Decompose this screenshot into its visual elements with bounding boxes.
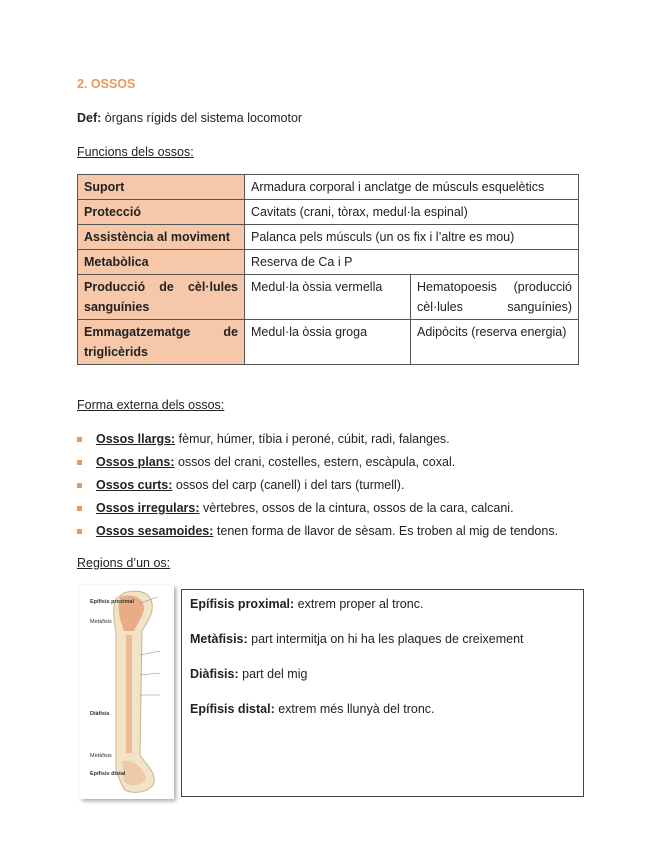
bullet-icon <box>77 437 82 442</box>
table-row <box>78 275 579 320</box>
list-item <box>77 477 597 500</box>
region-entry <box>190 596 575 612</box>
region-term: Diàfisis: <box>190 667 239 681</box>
function-key: Suport <box>78 175 245 200</box>
bullet-icon <box>77 506 82 511</box>
bone-type-desc: ossos del crani, costelles, estern, escàpula, coxal. <box>174 455 456 469</box>
region-entry <box>190 666 575 682</box>
table-row <box>78 320 579 365</box>
function-key: Producció de cèl·lules sanguínies <box>78 275 245 320</box>
region-desc: extrem més llunyà del tronc. <box>274 702 435 716</box>
function-key: Emmagatzematge de triglicèrids <box>78 320 245 365</box>
function-value: Palanca pels músculs (un os fix i l’altre es mou) <box>245 225 579 250</box>
functions-table <box>77 174 579 365</box>
function-value: Cavitats (crani, tòrax, medul·la espinal) <box>245 200 579 225</box>
bone-type-desc: fèmur, húmer, tíbia i peroné, cúbit, radi, falanges. <box>175 432 450 446</box>
regions-box <box>181 589 584 797</box>
list-item <box>77 454 597 477</box>
definition <box>77 111 302 125</box>
function-detail: Adipòcits (reserva energia) <box>411 320 579 365</box>
region-desc: part del mig <box>238 667 308 681</box>
function-key: Assistència al moviment <box>78 225 245 250</box>
function-value: Medul·la òssia vermella <box>245 275 411 320</box>
figure-label: Diàfisis <box>90 711 110 717</box>
bone-type-term: Ossos plans: <box>96 455 175 469</box>
table-row <box>78 175 579 200</box>
region-desc: part intermitja on hi ha les plaques de creixement <box>247 632 524 646</box>
table-row <box>78 225 579 250</box>
table-row <box>78 250 579 275</box>
bone-type-term: Ossos llargs: <box>96 432 176 446</box>
table-row <box>78 200 579 225</box>
regions-title: Regions d’un os: <box>77 556 171 570</box>
bone-type-term: Ossos curts: <box>96 478 173 492</box>
figure-label: Epífisis distal <box>90 771 126 777</box>
list-item <box>77 431 597 454</box>
list-item <box>77 500 597 523</box>
function-key: Metabòlica <box>78 250 245 275</box>
long-bone-illustration <box>80 585 174 799</box>
bone-type-desc: ossos del carp (canell) i del tars (turmell). <box>172 478 405 492</box>
shape-title: Forma externa dels ossos: <box>77 398 225 412</box>
function-value: Armadura corporal i anclatge de músculs esquelètics <box>245 175 579 200</box>
section-heading: 2. OSSOS <box>77 77 136 91</box>
region-entry <box>190 701 575 717</box>
definition-text: òrgans rígids del sistema locomotor <box>101 111 303 125</box>
region-term: Epífisis proximal: <box>190 597 295 611</box>
function-key: Protecció <box>78 200 245 225</box>
figure-label: Metàfisis <box>90 619 112 625</box>
bullet-icon <box>77 529 82 534</box>
function-value: Reserva de Ca i P <box>245 250 579 275</box>
definition-label: Def: <box>77 111 102 125</box>
region-desc: extrem proper al tronc. <box>294 597 424 611</box>
region-term: Epífisis distal: <box>190 702 275 716</box>
bone-figure <box>80 585 174 799</box>
bullet-icon <box>77 460 82 465</box>
bone-type-term: Ossos irregulars: <box>96 501 200 515</box>
bullet-icon <box>77 483 82 488</box>
region-entry <box>190 631 575 647</box>
figure-label: Epífisis proximal <box>90 599 135 605</box>
bone-types-list <box>77 431 597 546</box>
bone-type-desc: vèrtebres, ossos de la cintura, ossos de la cara, calcani. <box>199 501 514 515</box>
region-term: Metàfisis: <box>190 632 248 646</box>
functions-title: Funcions dels ossos: <box>77 145 194 159</box>
bone-type-term: Ossos sesamoides: <box>96 524 214 538</box>
figure-label: Metàfisis <box>90 753 112 759</box>
function-value: Medul·la òssia groga <box>245 320 411 365</box>
function-detail: Hematopoesis (producció cèl·lules sanguínies) <box>411 275 579 320</box>
list-item <box>77 523 597 546</box>
bone-type-desc: tenen forma de llavor de sèsam. Es troben al mig de tendons. <box>213 524 559 538</box>
